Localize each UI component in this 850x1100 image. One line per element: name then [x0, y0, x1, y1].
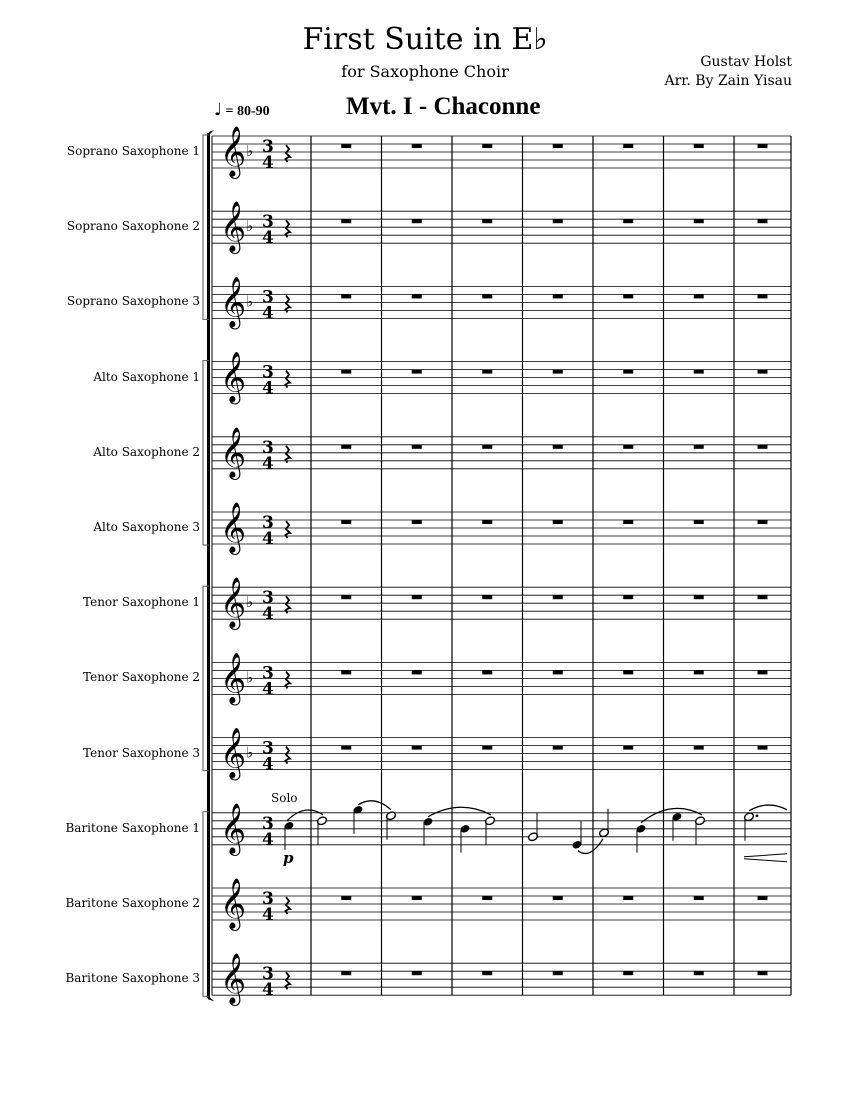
- staff-tenor-saxophone-2: [212, 652, 791, 737]
- whole-rest-icon: [623, 670, 633, 674]
- whole-rest-icon: [341, 971, 351, 975]
- flat-icon: ♭: [246, 743, 254, 762]
- time-signature-top: 3: [262, 964, 274, 985]
- time-signature-bottom: 4: [262, 829, 274, 850]
- whole-rest-icon: [758, 294, 768, 298]
- instrument-label: Baritone Saxophone 3: [65, 971, 200, 986]
- treble-clef-icon: 𝄞: [220, 502, 247, 553]
- whole-rest-icon: [758, 971, 768, 975]
- instrument-label: Tenor Saxophone 2: [83, 670, 200, 685]
- augmentation-dot: [756, 815, 759, 818]
- instrument-label: Soprano Saxophone 2: [66, 219, 200, 234]
- whole-rest-icon: [482, 219, 492, 223]
- treble-clef-icon: 𝄞: [220, 201, 247, 253]
- staff-alto-saxophone-3: [212, 502, 791, 587]
- staff-soprano-saxophone-2: [212, 201, 791, 286]
- treble-clef-icon: 𝄞: [220, 351, 247, 403]
- whole-rest-icon: [553, 445, 563, 449]
- whole-rest-icon: [412, 896, 422, 900]
- instrument-label: Soprano Saxophone 1: [66, 144, 200, 158]
- quarter-rest-icon: [286, 220, 291, 237]
- whole-rest-icon: [482, 595, 492, 599]
- whole-rest-icon: [694, 595, 704, 599]
- whole-rest-icon: [412, 144, 422, 148]
- whole-rest-icon: [758, 896, 768, 900]
- whole-rest-icon: [694, 746, 704, 750]
- whole-rest-icon: [482, 971, 492, 975]
- staff-soprano-saxophone-1: [212, 126, 791, 211]
- whole-rest-icon: [694, 971, 704, 975]
- whole-rest-icon: [412, 670, 422, 674]
- whole-rest-icon: [482, 370, 492, 374]
- whole-rest-icon: [482, 746, 492, 750]
- treble-clef-icon: 𝄞: [220, 652, 247, 704]
- instrument-label: Tenor Saxophone 1: [83, 595, 200, 610]
- instrument-label: Alto Saxophone 1: [93, 369, 200, 384]
- whole-rest-icon: [694, 670, 704, 674]
- time-signature-bottom: 4: [262, 754, 274, 775]
- quarter-rest-icon: [286, 446, 291, 463]
- quarter-rest-icon: [286, 145, 291, 162]
- whole-rest-icon: [412, 219, 422, 223]
- composer: Gustav Holst: [700, 54, 792, 70]
- treble-clef-icon: 𝄞: [220, 953, 247, 1005]
- time-signature-bottom: 4: [262, 679, 274, 700]
- whole-rest-icon: [482, 896, 492, 900]
- slur: [578, 839, 603, 854]
- time-signature-top: 3: [262, 137, 274, 157]
- whole-rest-icon: [412, 971, 422, 975]
- whole-rest-icon: [553, 144, 563, 148]
- time-signature-bottom: 4: [262, 228, 274, 249]
- whole-rest-icon: [623, 896, 633, 900]
- quarter-rest-icon: [286, 747, 291, 764]
- time-signature-top: 3: [262, 738, 274, 759]
- time-signature-bottom: 4: [262, 604, 274, 625]
- whole-rest-icon: [553, 595, 563, 599]
- whole-rest-icon: [482, 144, 492, 148]
- quarter-rest-icon: [286, 671, 291, 688]
- flat-icon: ♭: [246, 668, 254, 687]
- whole-rest-icon: [623, 746, 633, 750]
- whole-rest-icon: [623, 219, 633, 223]
- treble-clef-icon: 𝄞: [220, 577, 247, 629]
- treble-clef-icon: 𝄞: [220, 426, 247, 478]
- quarter-rest-icon: [286, 295, 291, 312]
- time-signature-top: 3: [262, 287, 274, 308]
- whole-rest-icon: [758, 595, 768, 599]
- whole-rest-icon: [623, 520, 633, 524]
- whole-rest-icon: [553, 971, 563, 975]
- staff-tenor-saxophone-3: [212, 728, 791, 813]
- instrument-label: Tenor Saxophone 3: [83, 745, 200, 760]
- score-title: First Suite in E♭: [302, 22, 548, 57]
- movement-title: Mvt. I - Chaconne: [346, 93, 541, 120]
- time-signature-top: 3: [262, 362, 274, 383]
- whole-rest-icon: [694, 370, 704, 374]
- whole-rest-icon: [341, 144, 351, 148]
- whole-rest-icon: [694, 445, 704, 449]
- time-signature-top: 3: [262, 513, 274, 533]
- whole-rest-icon: [694, 294, 704, 298]
- time-signature-bottom: 4: [262, 303, 274, 324]
- treble-clef-icon: 𝄞: [220, 126, 247, 177]
- whole-rest-icon: [623, 294, 633, 298]
- whole-rest-icon: [412, 746, 422, 750]
- whole-rest-icon: [412, 445, 422, 449]
- time-signature-bottom: 4: [262, 980, 274, 1001]
- whole-rest-icon: [482, 445, 492, 449]
- staff-baritone-saxophone-2: [212, 878, 791, 963]
- whole-rest-icon: [553, 896, 563, 900]
- whole-rest-icon: [553, 746, 563, 750]
- time-signature-top: 3: [262, 588, 274, 609]
- whole-rest-icon: [341, 219, 351, 223]
- time-signature-bottom: 4: [262, 378, 274, 399]
- quarter-rest-icon: [286, 521, 291, 538]
- instrument-label: Baritone Saxophone 2: [65, 896, 200, 910]
- quarter-rest-icon: [286, 596, 291, 613]
- whole-rest-icon: [623, 971, 633, 975]
- whole-rest-icon: [341, 670, 351, 674]
- dynamic-piano: p: [283, 848, 294, 867]
- score-subtitle: for Saxophone Choir: [341, 62, 509, 81]
- time-signature-bottom: 4: [262, 453, 274, 474]
- whole-rest-icon: [758, 670, 768, 674]
- quarter-note-icon: ♩: [214, 100, 223, 120]
- flat-icon: ♭: [246, 292, 254, 311]
- staff-tenor-saxophone-1: [212, 577, 791, 662]
- staff-alto-saxophone-2: [212, 427, 791, 512]
- time-signature-bottom: 4: [262, 905, 274, 925]
- whole-rest-icon: [412, 370, 422, 374]
- whole-rest-icon: [412, 595, 422, 599]
- instrument-label: Soprano Saxophone 3: [66, 294, 200, 309]
- flat-icon: ♭: [246, 593, 254, 612]
- whole-rest-icon: [341, 896, 351, 900]
- instrument-label: Baritone Saxophone 1: [65, 820, 200, 835]
- whole-rest-icon: [758, 746, 768, 750]
- treble-clef-icon: 𝄞: [220, 276, 247, 328]
- staff-baritone-saxophone-1: [212, 791, 791, 888]
- treble-clef-icon: 𝄞: [220, 802, 247, 854]
- slur: [287, 810, 323, 821]
- whole-rest-icon: [553, 370, 563, 374]
- system-bracket-bar: [207, 133, 210, 998]
- whole-rest-icon: [412, 294, 422, 298]
- time-signature-bottom: 4: [262, 153, 274, 173]
- whole-rest-icon: [341, 595, 351, 599]
- slur: [358, 801, 391, 810]
- flat-icon: ♭: [246, 142, 254, 160]
- instrument-label: Alto Saxophone 3: [93, 520, 200, 534]
- whole-rest-icon: [758, 520, 768, 524]
- whole-rest-icon: [341, 370, 351, 374]
- time-signature-top: 3: [262, 889, 274, 909]
- whole-rest-icon: [553, 294, 563, 298]
- whole-rest-icon: [482, 670, 492, 674]
- treble-clef-icon: 𝄞: [220, 727, 247, 779]
- whole-rest-icon: [341, 746, 351, 750]
- whole-rest-icon: [758, 219, 768, 223]
- whole-rest-icon: [758, 370, 768, 374]
- flat-icon: ♭: [246, 217, 254, 236]
- whole-rest-icon: [623, 144, 633, 148]
- whole-rest-icon: [482, 294, 492, 298]
- time-signature-top: 3: [262, 663, 274, 684]
- solo-marking: Solo: [271, 790, 298, 805]
- whole-rest-icon: [553, 670, 563, 674]
- instrument-label: Alto Saxophone 2: [93, 444, 200, 459]
- decrescendo-hairpin: [744, 854, 787, 862]
- whole-rest-icon: [758, 144, 768, 148]
- whole-rest-icon: [341, 294, 351, 298]
- treble-clef-icon: 𝄞: [220, 878, 247, 929]
- staff-soprano-saxophone-3: [212, 276, 791, 361]
- whole-rest-icon: [341, 445, 351, 449]
- whole-rest-icon: [623, 445, 633, 449]
- time-signature-top: 3: [262, 437, 274, 458]
- time-signature-top: 3: [262, 212, 274, 233]
- whole-rest-icon: [553, 219, 563, 223]
- slur: [749, 805, 787, 811]
- quarter-rest-icon: [286, 972, 291, 989]
- time-signature-bottom: 4: [262, 529, 274, 549]
- whole-rest-icon: [412, 520, 422, 524]
- whole-rest-icon: [694, 896, 704, 900]
- whole-rest-icon: [341, 520, 351, 524]
- quarter-rest-icon: [286, 897, 291, 914]
- whole-rest-icon: [482, 520, 492, 524]
- whole-rest-icon: [694, 520, 704, 524]
- tempo-value: = 80-90: [225, 104, 270, 119]
- whole-rest-icon: [623, 595, 633, 599]
- whole-rest-icon: [623, 370, 633, 374]
- slur: [428, 807, 491, 817]
- staff-baritone-saxophone-3: [212, 953, 791, 1006]
- whole-rest-icon: [694, 219, 704, 223]
- whole-rest-icon: [694, 144, 704, 148]
- whole-rest-icon: [758, 445, 768, 449]
- whole-rest-icon: [553, 520, 563, 524]
- time-signature-top: 3: [262, 813, 274, 834]
- quarter-rest-icon: [286, 371, 291, 388]
- arranger: Arr. By Zain Yisau: [664, 73, 792, 89]
- staff-alto-saxophone-1: [212, 352, 791, 437]
